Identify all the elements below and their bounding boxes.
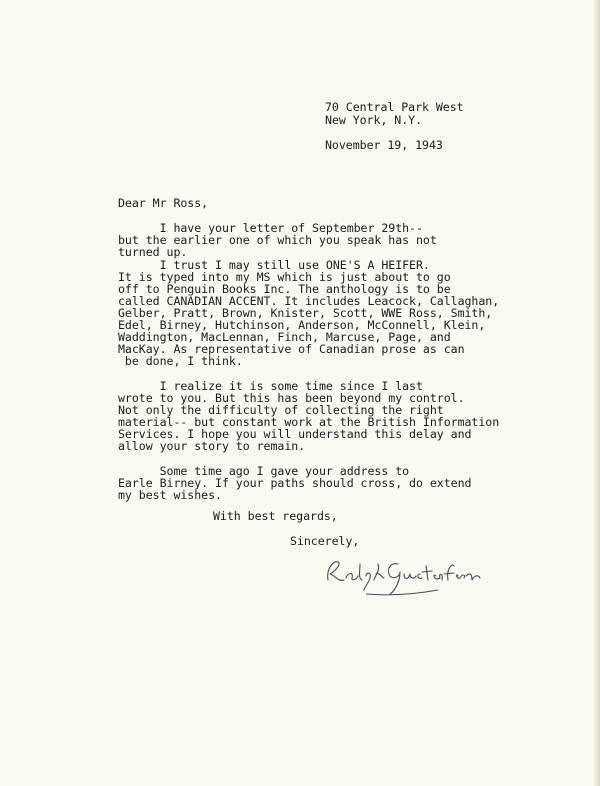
body-line: Not only the difficulty of collecting the right bbox=[118, 403, 444, 417]
body-line: Earle Birney. If your paths should cross, do extend bbox=[118, 476, 472, 490]
closing-regards: With best regards, bbox=[213, 509, 338, 523]
body-line: Services. I hope you will understand this delay and bbox=[118, 427, 472, 441]
body-line: I realize it is some time since I last bbox=[118, 379, 423, 393]
address-line-city: New York, N.Y. bbox=[325, 113, 423, 127]
body-line: wrote to you. But this has been beyond my control. bbox=[118, 391, 465, 405]
body-line: but the earlier one of which you speak has not bbox=[118, 233, 437, 247]
body-line: Some time ago I gave your address to bbox=[118, 464, 410, 478]
body-line: Gelber, Pratt, Brown, Knister, Scott, WWE Ross, Smith, bbox=[118, 306, 493, 320]
address-line-street: 70 Central Park West bbox=[325, 100, 464, 114]
signature-text: Ralph Gustafson bbox=[320, 550, 330, 551]
body-line: I have your letter of September 29th-- bbox=[118, 221, 423, 235]
body-line: my best wishes. bbox=[118, 488, 222, 502]
body-line: off to Penguin Books Inc. The anthology is to be bbox=[118, 282, 451, 296]
body-line: Edel, Birney, Hutchinson, Anderson, McConnell, Klein, bbox=[118, 318, 486, 332]
body-line: material-- but constant work at the British Information bbox=[118, 415, 500, 429]
body-line: allow your story to remain. bbox=[118, 439, 306, 453]
letter-date: November 19, 1943 bbox=[325, 138, 443, 152]
body-line: MacKay. As representative of Canadian prose as can bbox=[118, 342, 465, 356]
handwritten-signature bbox=[320, 550, 490, 600]
body-line: Waddington, MacLennan, Finch, Marcuse, Page, and bbox=[118, 330, 451, 344]
body-line: It is typed into my MS which is just about to go bbox=[118, 270, 451, 284]
salutation: Dear Mr Ross, bbox=[118, 196, 209, 210]
body-line: be done, I think. bbox=[118, 354, 243, 368]
body-line: turned up. bbox=[118, 245, 188, 259]
body-line: I trust I may still use ONE'S A HEIFER. bbox=[118, 258, 430, 272]
closing-sincerely: Sincerely, bbox=[290, 534, 360, 548]
body-line: called CANADIAN ACCENT. It includes Leacock, Callaghan, bbox=[118, 294, 500, 308]
